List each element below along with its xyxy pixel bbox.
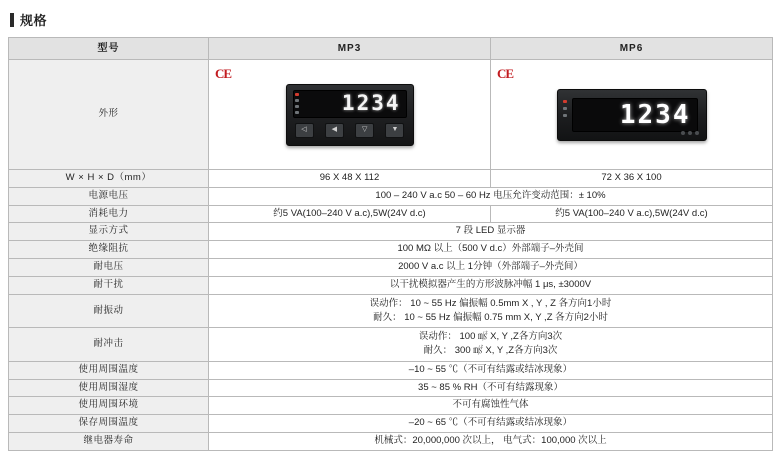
device-button: ◁ bbox=[295, 123, 314, 138]
value-display-type: 7 段 LED 显示器 bbox=[209, 223, 773, 241]
device-button: ▽ bbox=[355, 123, 374, 138]
mp3-device-body bbox=[286, 84, 414, 146]
value-vibration-line1: 误动作： 10 ~ 55 Hz 偏振幅 0.5mm X , Y , Z 各方向1小时 bbox=[369, 297, 612, 309]
device-button-dot bbox=[695, 131, 699, 135]
device-button: ◀ bbox=[325, 123, 344, 138]
row-label-appearance: 外形 bbox=[9, 60, 209, 170]
table-row-relay-life bbox=[9, 432, 773, 450]
led-indicator bbox=[295, 111, 299, 114]
value-ambient-environment: 不可有腐蚀性气体 bbox=[209, 397, 773, 415]
specifications-table bbox=[8, 37, 773, 451]
row-label-ambient-temperature: 使用周围温度 bbox=[9, 361, 209, 379]
mp3-display-digits: 1234 bbox=[341, 91, 401, 115]
device-button: ▼ bbox=[385, 123, 404, 138]
ce-icon-mp3: CE bbox=[215, 66, 232, 81]
mp6-product-image bbox=[494, 62, 769, 167]
row-label-noise-immunity: 耐干扰 bbox=[9, 276, 209, 294]
page-title-text: 规格 bbox=[20, 13, 48, 28]
value-vibration-resistance bbox=[209, 294, 773, 328]
led-indicator bbox=[295, 93, 299, 96]
header-mp3: MP3 bbox=[209, 38, 491, 60]
header-model-label: 型号 bbox=[9, 38, 209, 60]
table-row-insulation-resistance bbox=[9, 241, 773, 259]
row-label-relay-life: 继电器寿命 bbox=[9, 432, 209, 450]
table-row-vibration-resistance bbox=[9, 294, 773, 328]
value-ambient-humidity: 35 ~ 85 % RH（不可有结露现象） bbox=[209, 379, 773, 397]
table-row-ambient-humidity bbox=[9, 379, 773, 397]
value-relay-life: 机械式：20,000,000 次以上， 电气式：100,000 次以上 bbox=[209, 432, 773, 450]
led-indicator bbox=[563, 107, 567, 110]
mp3-status-leds bbox=[295, 93, 299, 114]
table-row-appearance bbox=[9, 60, 773, 170]
value-power-consumption-mp3: 约5 VA(100–240 V a.c),5W(24V d.c) bbox=[209, 205, 491, 223]
value-shock-line2: 耐久： 300 ㎨ X, Y ,Z各方向3次 bbox=[423, 345, 558, 357]
led-indicator bbox=[563, 100, 567, 103]
value-insulation-resistance: 100 MΩ 以上（500 V d.c）外部端子–外壳间 bbox=[209, 241, 773, 259]
row-label-vibration-resistance: 耐振动 bbox=[9, 294, 209, 328]
mp3-display-screen bbox=[293, 90, 407, 118]
mp3-button-row bbox=[293, 123, 407, 138]
table-row-storage-temperature bbox=[9, 415, 773, 433]
value-ambient-temperature: –10 ~ 55 ℃（不可有结露或结冰现象） bbox=[209, 361, 773, 379]
ce-icon-mp6: CE bbox=[497, 66, 514, 81]
mp6-display-screen bbox=[572, 98, 698, 132]
mp6-device-body bbox=[557, 89, 707, 141]
mp3-product-image bbox=[212, 62, 487, 167]
row-label-supply-voltage: 电源电压 bbox=[9, 187, 209, 205]
row-label-withstand-voltage: 耐电压 bbox=[9, 259, 209, 277]
led-indicator bbox=[295, 99, 299, 102]
value-supply-voltage: 100 – 240 V a.c 50 – 60 Hz 电压允许变动范围：± 10% bbox=[209, 187, 773, 205]
table-row-withstand-voltage bbox=[9, 259, 773, 277]
table-header-row bbox=[9, 38, 773, 60]
table-row-ambient-temperature bbox=[9, 361, 773, 379]
header-mp6: MP6 bbox=[491, 38, 773, 60]
page-title bbox=[10, 10, 772, 29]
table-row-dimensions bbox=[9, 170, 773, 188]
value-withstand-voltage: 2000 V a.c 以上 1分钟（外部端子–外壳间） bbox=[209, 259, 773, 277]
row-label-insulation-resistance: 绝缘阻抗 bbox=[9, 241, 209, 259]
row-label-dimensions: W × H × D（mm） bbox=[9, 170, 209, 188]
value-shock-resistance bbox=[209, 328, 773, 362]
table-row-noise-immunity bbox=[9, 276, 773, 294]
mp3-appearance-cell bbox=[209, 60, 491, 170]
mp6-button-dots bbox=[681, 131, 699, 135]
value-vibration-line2: 耐久： 10 ~ 55 Hz 偏振幅 0.75 mm X, Y ,Z 各方向2小时 bbox=[373, 311, 608, 323]
table-row-supply-voltage bbox=[9, 187, 773, 205]
table-row-power-consumption bbox=[9, 205, 773, 223]
led-indicator bbox=[295, 105, 299, 108]
row-label-storage-temperature: 保存周围温度 bbox=[9, 415, 209, 433]
row-label-shock-resistance: 耐冲击 bbox=[9, 328, 209, 362]
table-row-shock-resistance bbox=[9, 328, 773, 362]
row-label-ambient-environment: 使用周围环境 bbox=[9, 397, 209, 415]
value-noise-immunity: 以干扰模拟器产生的方形波脉冲幅 1 μs, ±3000V bbox=[209, 276, 773, 294]
table-row-ambient-environment bbox=[9, 397, 773, 415]
mp6-status-leds bbox=[563, 100, 567, 117]
value-dimensions-mp3: 96 X 48 X 112 bbox=[209, 170, 491, 188]
title-accent-bar bbox=[10, 13, 14, 27]
row-label-display-type: 显示方式 bbox=[9, 223, 209, 241]
value-power-consumption-mp6: 约5 VA(100–240 V a.c),5W(24V d.c) bbox=[491, 205, 773, 223]
value-shock-line1: 误动作： 100 ㎨ X, Y ,Z各方向3次 bbox=[418, 331, 563, 343]
device-button-dot bbox=[688, 131, 692, 135]
mp6-appearance-cell bbox=[491, 60, 773, 170]
table-row-display-type bbox=[9, 223, 773, 241]
value-storage-temperature: –20 ~ 65 ℃（不可有结露或结冰现象） bbox=[209, 415, 773, 433]
row-label-power-consumption: 消耗电力 bbox=[9, 205, 209, 223]
led-indicator bbox=[563, 114, 567, 117]
row-label-ambient-humidity: 使用周围湿度 bbox=[9, 379, 209, 397]
mp6-display-digits: 1234 bbox=[619, 99, 691, 130]
device-button-dot bbox=[681, 131, 685, 135]
value-dimensions-mp6: 72 X 36 X 100 bbox=[491, 170, 773, 188]
